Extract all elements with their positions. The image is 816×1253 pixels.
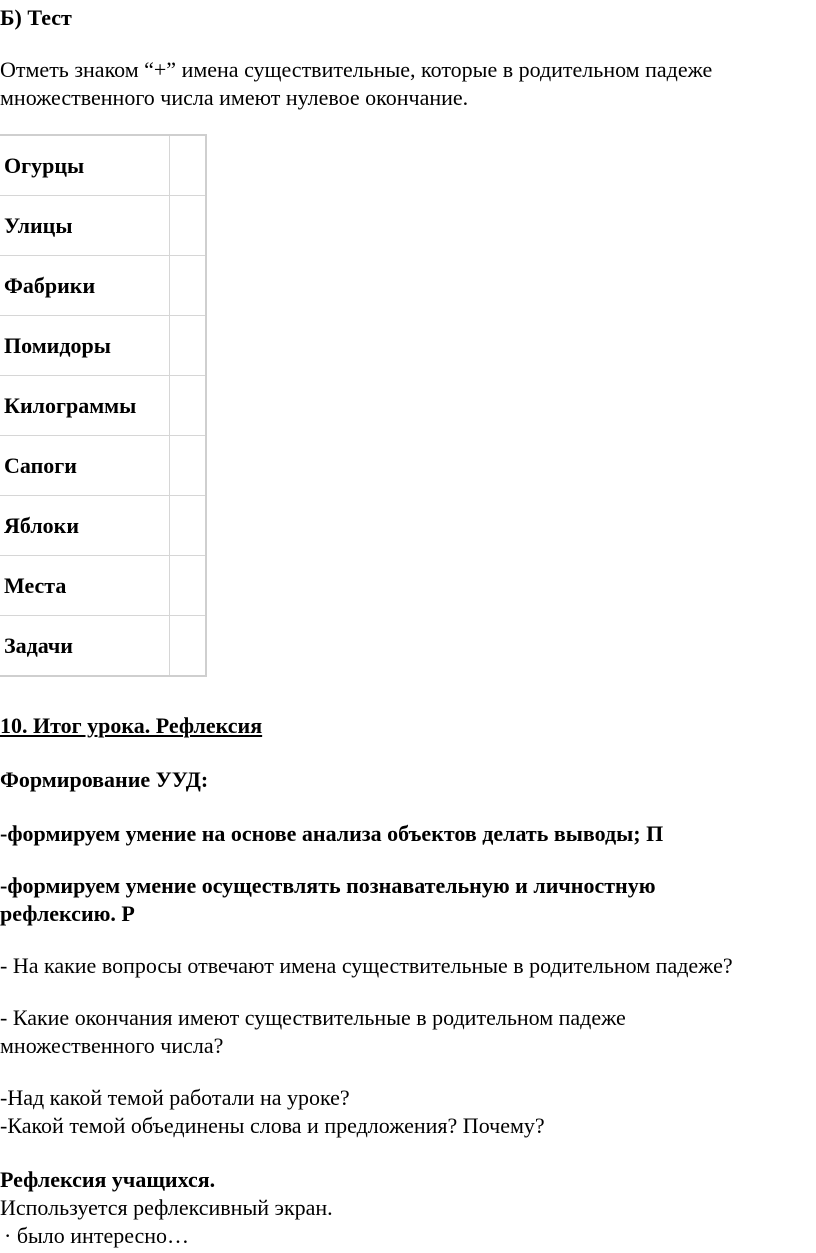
table-word-cell: Улицы <box>0 196 170 256</box>
question-2-line-2: множественного числа? <box>0 1033 224 1058</box>
table-word-cell: Сапоги <box>0 436 170 496</box>
instruction-line-2: множественного числа имеют нулевое окончание. <box>0 85 469 110</box>
table-word-cell: Фабрики <box>0 256 170 316</box>
mark-cell[interactable] <box>170 316 206 376</box>
instruction-line-1: Отметь знаком “+” имена существительные, которые в родительном падеже <box>0 57 713 82</box>
uud-item-1: -формируем умение на основе анализа объектов делать выводы; П <box>0 821 664 846</box>
table-row <box>0 135 206 196</box>
reflection-text: Используется рефлексивный экран. <box>0 1195 333 1220</box>
reflection-item-1: · было интересно… <box>4 1223 190 1248</box>
table-word-cell: Огурцы <box>0 135 170 196</box>
table-row <box>0 436 206 496</box>
table-word-cell: Помидоры <box>0 316 170 376</box>
uud-item-2-line-1: -формируем умение осуществлять познавательную и личностную <box>0 873 656 898</box>
mark-cell[interactable] <box>170 496 206 556</box>
noun-test-table <box>0 134 207 677</box>
uud-item-2-line-2: рефлексию. Р <box>0 901 135 926</box>
table-row <box>0 376 206 436</box>
uud-heading: Формирование УУД: <box>0 767 209 792</box>
section-b-title: Б) Тест <box>0 5 72 30</box>
table-row <box>0 616 206 677</box>
table-row <box>0 496 206 556</box>
table-word-cell: Задачи <box>0 616 170 677</box>
mark-cell[interactable] <box>170 436 206 496</box>
question-2-line-1: - Какие окончания имеют существительные в родительном падеже <box>0 1005 626 1030</box>
table-word-cell: Места <box>0 556 170 616</box>
reflection-heading: Рефлексия учащихся. <box>0 1167 216 1192</box>
table-row <box>0 196 206 256</box>
section-10-title: 10. Итог урока. Рефлексия <box>0 713 263 738</box>
mark-cell[interactable] <box>170 376 206 436</box>
mark-cell[interactable] <box>170 256 206 316</box>
mark-cell[interactable] <box>170 196 206 256</box>
table-word-cell: Килограммы <box>0 376 170 436</box>
question-1: - На какие вопросы отвечают имена существительные в родительном падеже? <box>0 953 733 978</box>
mark-cell[interactable] <box>170 135 206 196</box>
question-3: -Над какой темой работали на уроке? <box>0 1085 350 1110</box>
mark-cell[interactable] <box>170 616 206 677</box>
table-word-cell: Яблоки <box>0 496 170 556</box>
question-4: -Какой темой объединены слова и предложения? Почему? <box>0 1113 545 1138</box>
table-row <box>0 316 206 376</box>
table-row <box>0 556 206 616</box>
table-row <box>0 256 206 316</box>
mark-cell[interactable] <box>170 556 206 616</box>
